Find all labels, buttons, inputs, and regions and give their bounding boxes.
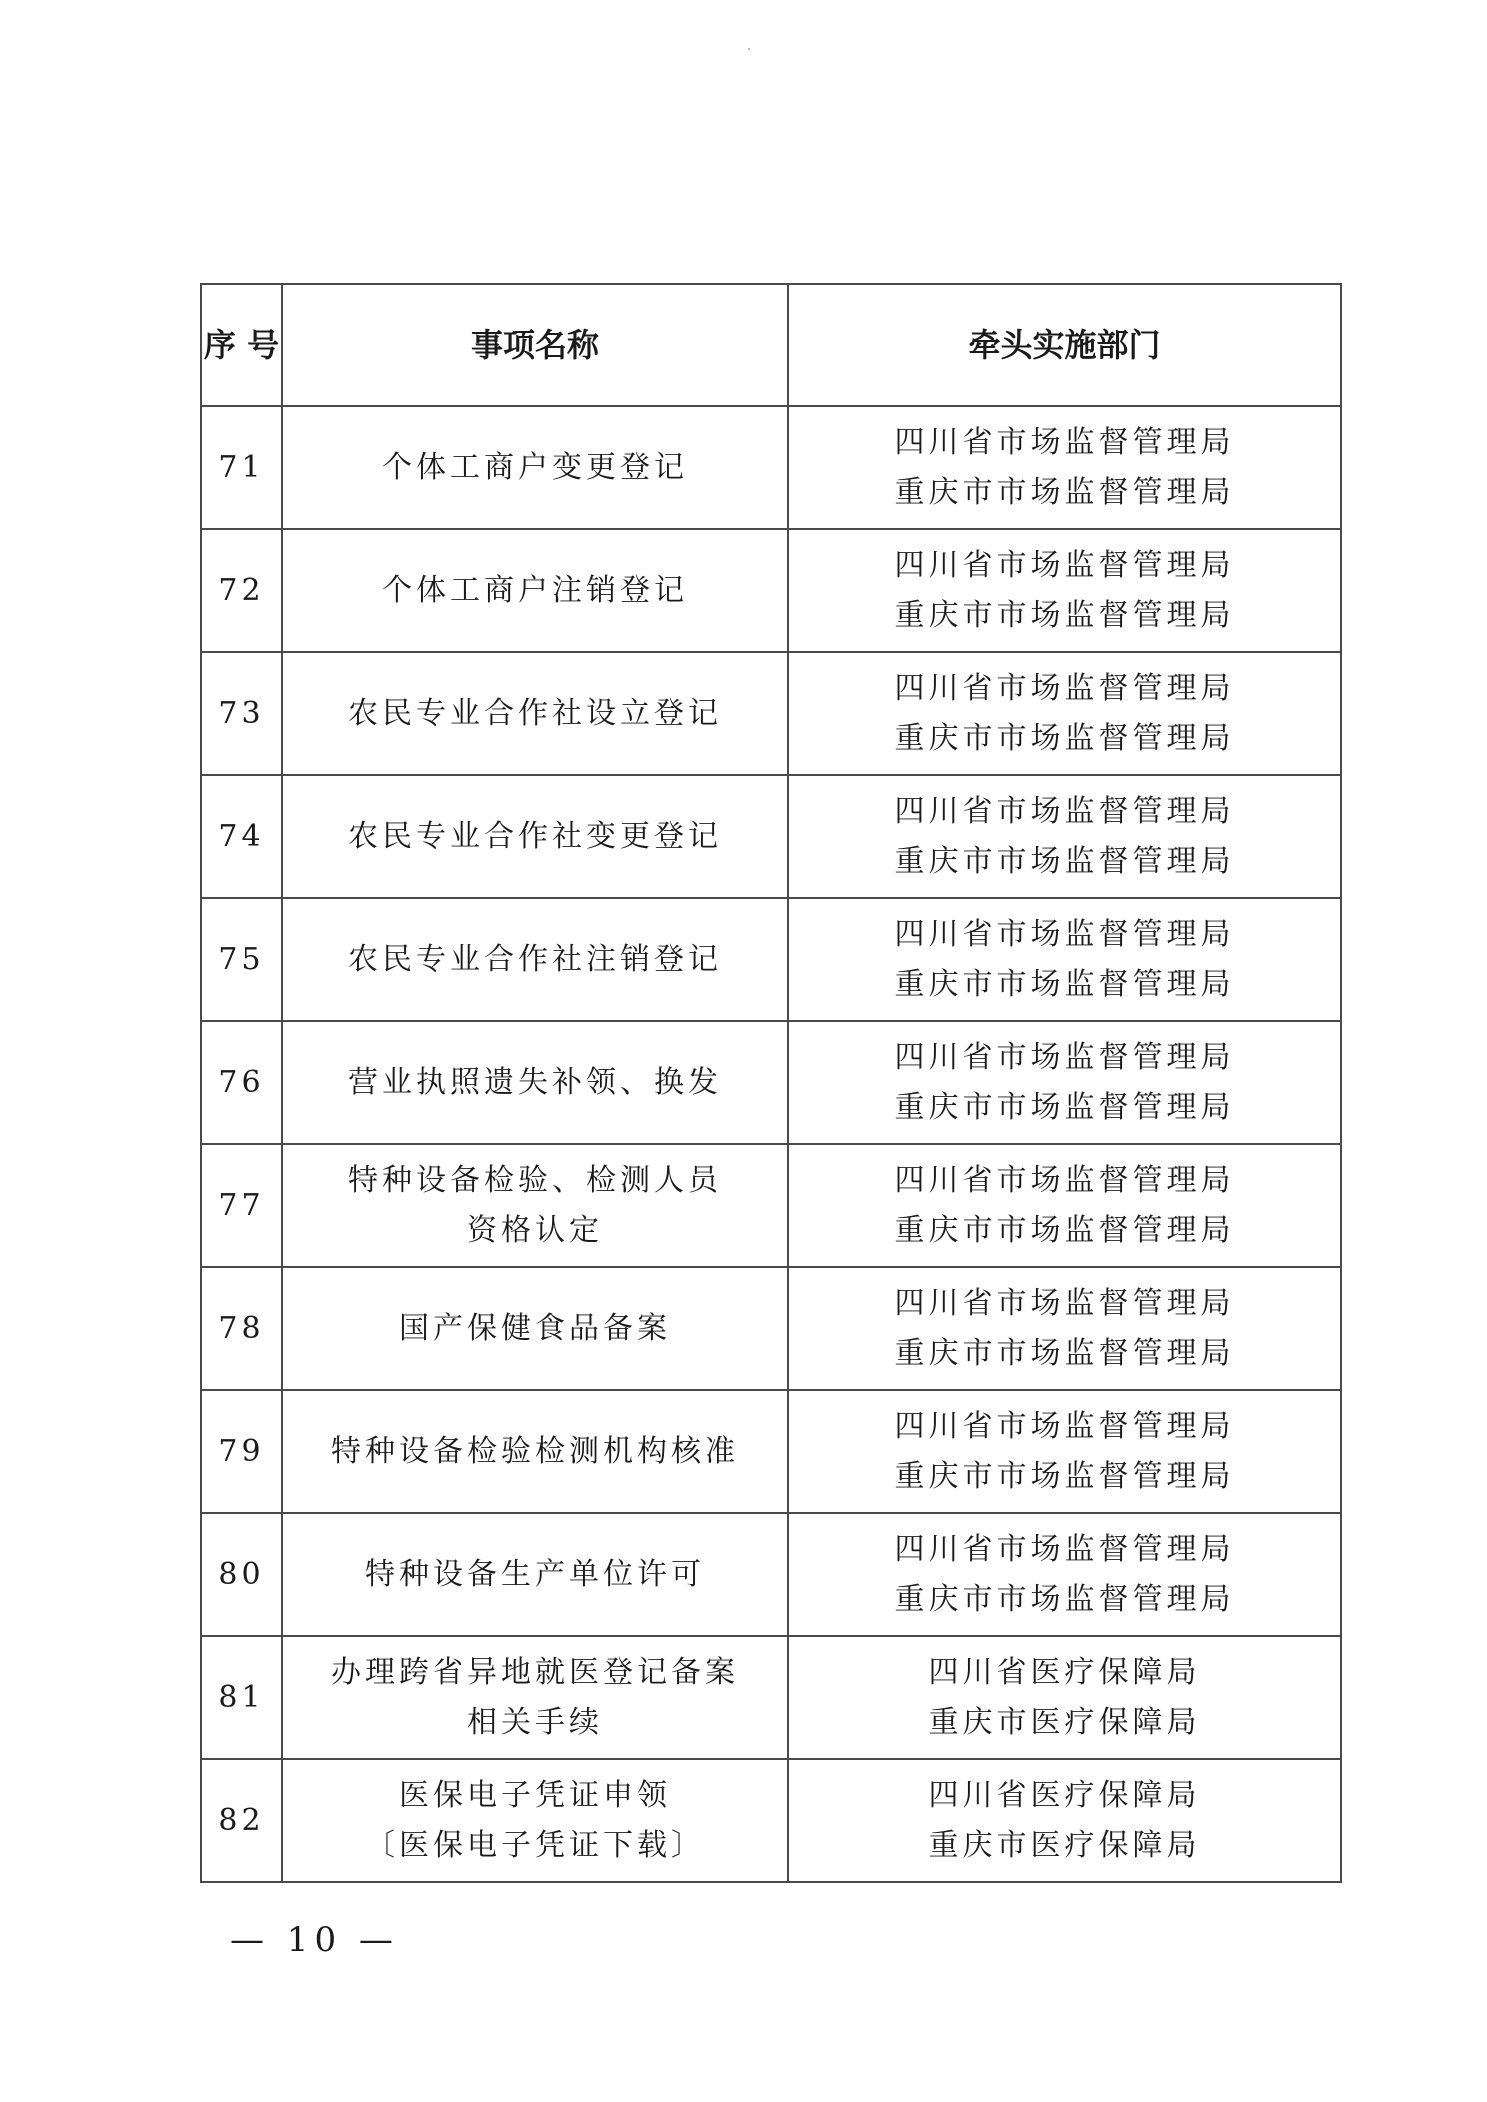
department-line: 重庆市市场监督管理局 [894, 1335, 1235, 1371]
header-lead-department: 牵头实施部门 [788, 284, 1341, 406]
row-item-name [282, 529, 788, 652]
item-name-line: 农民专业合作社设立登记 [348, 695, 722, 731]
row-lead-department [788, 1759, 1341, 1882]
row-item-name [282, 406, 788, 529]
item-name-line: 营业执照遗失补领、换发 [348, 1064, 722, 1100]
header-seq: 序 号 [201, 284, 282, 406]
row-item-name [282, 1144, 788, 1267]
row-seq: 80 [201, 1513, 282, 1636]
row-seq: 73 [201, 652, 282, 775]
row-item-name [282, 898, 788, 1021]
header-item-name: 事项名称 [282, 284, 788, 406]
table-row [201, 775, 1341, 898]
row-seq: 81 [201, 1636, 282, 1759]
row-seq: 75 [201, 898, 282, 1021]
department-line: 四川省市场监督管理局 [894, 1285, 1235, 1321]
row-seq: 76 [201, 1021, 282, 1144]
row-item-name [282, 1021, 788, 1144]
item-name-line: 个体工商户变更登记 [382, 449, 688, 485]
table-row [201, 1144, 1341, 1267]
department-line: 重庆市市场监督管理局 [894, 1089, 1235, 1125]
table-row [201, 898, 1341, 1021]
table-row [201, 652, 1341, 775]
items-table [200, 283, 1342, 1883]
row-seq: 82 [201, 1759, 282, 1882]
department-line: 四川省医疗保障局 [928, 1777, 1201, 1813]
row-lead-department [788, 1267, 1341, 1390]
row-lead-department [788, 898, 1341, 1021]
department-line: 四川省市场监督管理局 [894, 424, 1235, 460]
row-item-name [282, 1267, 788, 1390]
item-name-line: 资格认定 [467, 1212, 603, 1248]
row-item-name [282, 1759, 788, 1882]
row-lead-department [788, 775, 1341, 898]
department-line: 重庆市市场监督管理局 [894, 597, 1235, 633]
department-line: 四川省市场监督管理局 [894, 670, 1235, 706]
item-name-line: 农民专业合作社注销登记 [348, 941, 722, 977]
table-row [201, 1267, 1341, 1390]
item-name-line: 相关手续 [467, 1704, 603, 1740]
row-lead-department [788, 1021, 1341, 1144]
department-line: 四川省市场监督管理局 [894, 547, 1235, 583]
row-seq: 77 [201, 1144, 282, 1267]
item-name-line: 个体工商户注销登记 [382, 572, 688, 608]
item-name-line: 国产保健食品备案 [399, 1310, 671, 1346]
department-line: 四川省市场监督管理局 [894, 1531, 1235, 1567]
row-seq: 74 [201, 775, 282, 898]
row-lead-department [788, 406, 1341, 529]
table-row [201, 1390, 1341, 1513]
department-line: 四川省市场监督管理局 [894, 793, 1235, 829]
item-name-line: 特种设备生产单位许可 [365, 1556, 705, 1592]
row-item-name [282, 775, 788, 898]
department-line: 重庆市市场监督管理局 [894, 1458, 1235, 1494]
department-line: 重庆市市场监督管理局 [894, 1212, 1235, 1248]
department-line: 四川省市场监督管理局 [894, 916, 1235, 952]
row-item-name [282, 1513, 788, 1636]
table-row [201, 1759, 1341, 1882]
department-line: 重庆市医疗保障局 [928, 1827, 1201, 1863]
department-line: 四川省市场监督管理局 [894, 1039, 1235, 1075]
row-lead-department [788, 1144, 1341, 1267]
department-line: 四川省市场监督管理局 [894, 1162, 1235, 1198]
table-row [201, 1021, 1341, 1144]
table-row [201, 1513, 1341, 1636]
row-seq: 71 [201, 406, 282, 529]
row-seq: 79 [201, 1390, 282, 1513]
department-line: 重庆市市场监督管理局 [894, 720, 1235, 756]
department-line: 重庆市市场监督管理局 [894, 843, 1235, 879]
row-lead-department [788, 652, 1341, 775]
page-number: — 10 — [230, 1920, 399, 1960]
table-header-row [201, 284, 1341, 406]
table-row [201, 1636, 1341, 1759]
item-name-line: 医保电子凭证申领 [399, 1777, 671, 1813]
department-line: 重庆市市场监督管理局 [894, 1581, 1235, 1617]
row-item-name [282, 652, 788, 775]
item-name-line: 农民专业合作社变更登记 [348, 818, 722, 854]
row-seq: 72 [201, 529, 282, 652]
row-seq: 78 [201, 1267, 282, 1390]
table-body [201, 406, 1341, 1882]
row-item-name [282, 1636, 788, 1759]
row-lead-department [788, 1390, 1341, 1513]
item-name-line: 特种设备检验检测机构核准 [331, 1433, 739, 1469]
table-row [201, 529, 1341, 652]
department-line: 四川省医疗保障局 [928, 1654, 1201, 1690]
department-line: 四川省市场监督管理局 [894, 1408, 1235, 1444]
scan-speck [748, 48, 750, 50]
row-lead-department [788, 1513, 1341, 1636]
item-name-line: 特种设备检验、检测人员 [348, 1162, 722, 1198]
row-lead-department [788, 1636, 1341, 1759]
department-line: 重庆市市场监督管理局 [894, 966, 1235, 1002]
row-lead-department [788, 529, 1341, 652]
department-line: 重庆市医疗保障局 [928, 1704, 1201, 1740]
department-line: 重庆市市场监督管理局 [894, 474, 1235, 510]
item-name-line: 办理跨省异地就医登记备案 [331, 1654, 739, 1690]
table-row [201, 406, 1341, 529]
item-name-line: 〔医保电子凭证下载〕 [365, 1827, 705, 1863]
row-item-name [282, 1390, 788, 1513]
